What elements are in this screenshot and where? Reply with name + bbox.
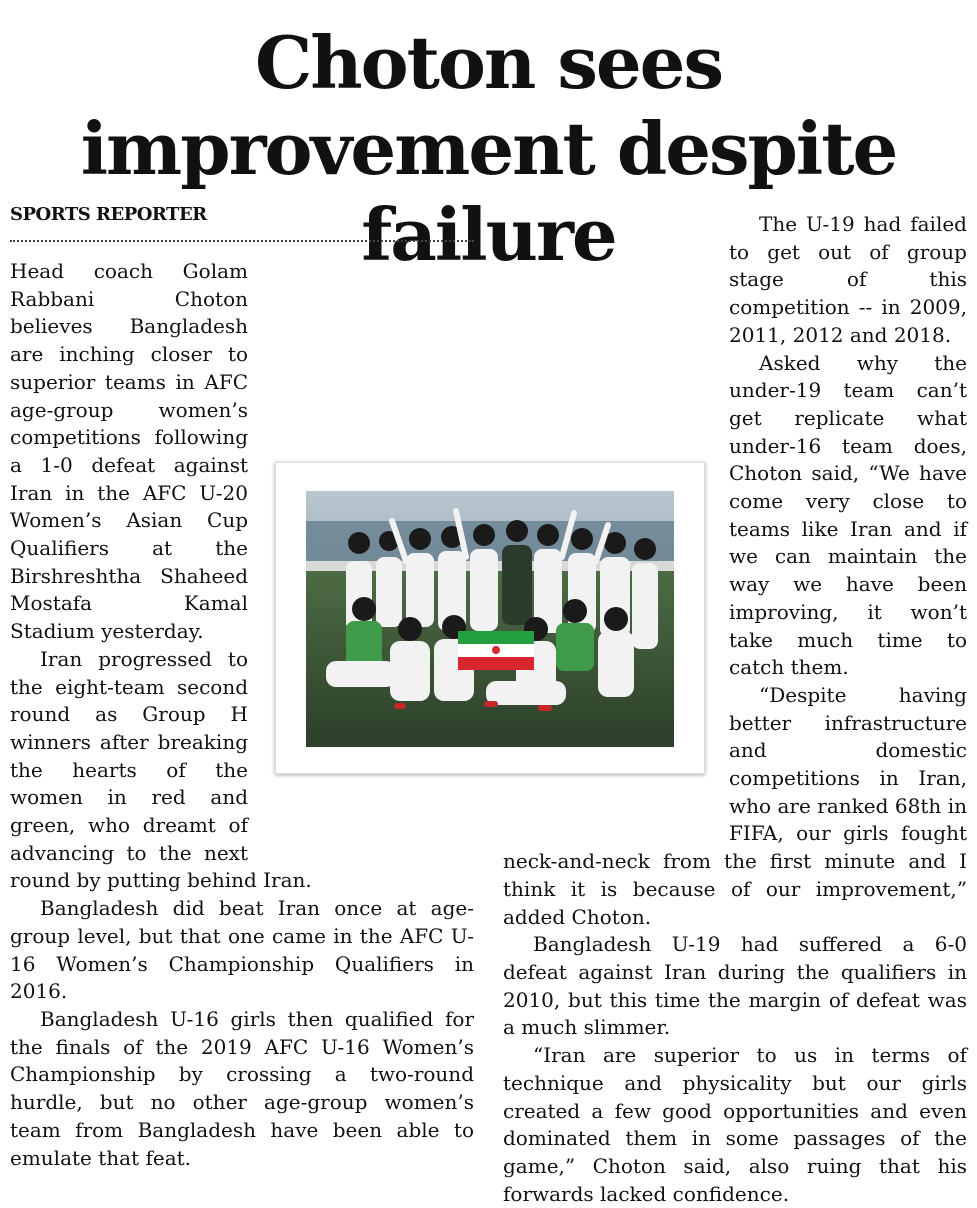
goalkeeper bbox=[502, 545, 532, 625]
paragraph: Iran progressed to the eight-team second round as Group H winners after breaking the hearts of the women in red and green, who dreamt of advancing to the next round by putting behind Iran. bbox=[10, 646, 312, 893]
team-celebration-photo bbox=[306, 491, 674, 747]
paragraph: Asked why the under-19 team can’t get replicate what under-16 team does, Choton said, “We have come very close to teams like Iran and if we can maintain the way we have been improving, it won’t take much time to catch them. bbox=[729, 350, 967, 680]
paragraph: “Iran are superior to us in terms of technique and physicality but our girls created a few good opportunities and even dominated them in some passages of the game,” Choton said, also ruing that his forwards lacked confidence. bbox=[503, 1043, 967, 1206]
paragraph: Bangladesh U-19 had suffered a 6-0 defeat against Iran during the qualifiers in 2010, but this time the margin of defeat was a much slimmer. bbox=[503, 932, 967, 1040]
paragraph: “Despite having better infrastructure and domestic competitions in Iran, who are ranked 68th in FIFA, our girls fought neck-and-neck from the first minute and I think it is because of our improvement,” added Choton. bbox=[503, 682, 967, 929]
paragraph: Bangladesh did beat Iran once at age-group level, but that one came in the AFC U-16 Women’s Championship Qualifiers in 2016. bbox=[10, 896, 474, 1004]
player-green-kit bbox=[556, 623, 594, 671]
photo-frame bbox=[275, 462, 705, 774]
paragraph: Bangladesh U-16 girls then qualified for the finals of the 2019 AFC U-16 Women’s Championship by crossing a two-round hurdle, but no other age-group women’s team from Bangladesh have been able to emulate that feat. bbox=[10, 1006, 474, 1170]
paragraph: The U-19 had failed to get out of group stage of this competition -- in 2009, 2011, 2012 and 2018. bbox=[729, 212, 967, 347]
headline: Choton sees improvement despite failure bbox=[80, 20, 897, 277]
byline: SPORTS REPORTER bbox=[10, 204, 207, 225]
iran-flag bbox=[458, 631, 534, 670]
byline-divider bbox=[10, 240, 474, 242]
paragraph: Head coach Golam Rabbani Choton believes Bangladesh are inching closer to superior teams in AFC age-group women’s competitions following a 1-0 defeat against Iran in the AFC U-20 Women’s Asian Cup Qualifiers at the Birshreshtha Shaheed Mostafa Kamal Stadium yesterday. bbox=[10, 259, 248, 644]
